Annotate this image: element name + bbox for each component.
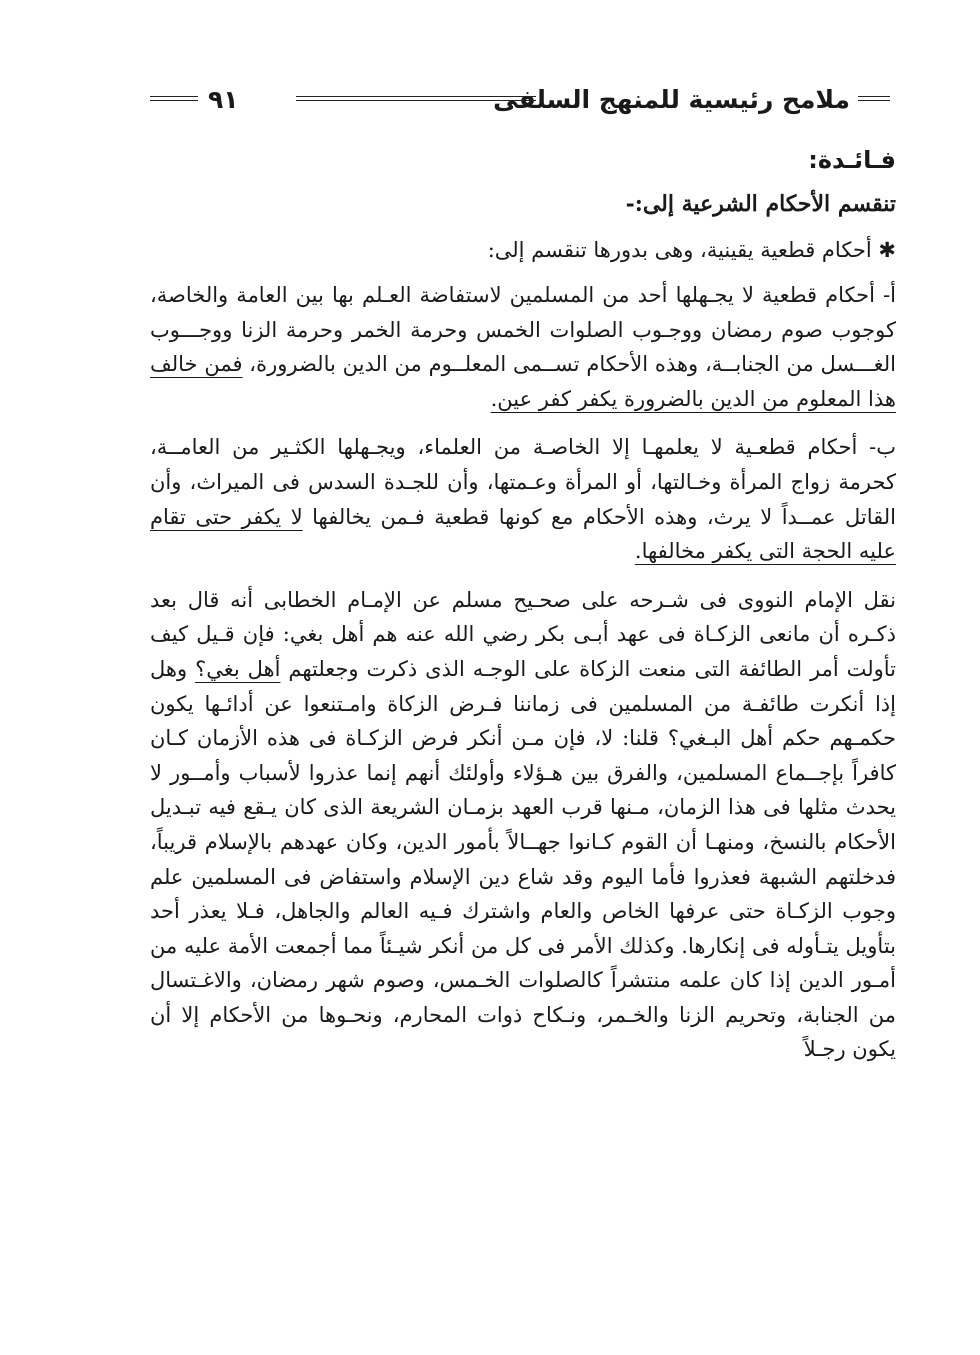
header-rule-middle	[296, 96, 536, 97]
paragraph-a-text: أ- أحكام قطعية لا يجـهلها أحد من المسلمين لاستفاضة العـلم بها بين العامة والخاصة، كوجوب صوم رمضان ووجـوب الصلوات الخمس وحرمة الخمر وحرمة الزنا ووجـــوب الغـــسل من الجنابــة، وهذه الأحكام تســمى المعلــوم من الدين بالضرورة،	[150, 283, 896, 377]
paragraph-c-text-before: نقل الإمام النووى فى شـرحه على صحـيح مسلم عن الإمـام الخطابى أنه قال بعد ذكـره أن مانعى الزكـاة فى عهد أبـى بكر رضي الله عنه هم أهل بغي: فإن قـيل كيف تأولت أمر الطائفة التى منعت الزكاة على الوجـه الذى ذكرت وجعلتهم	[150, 587, 896, 681]
paragraph-c-question: أهل بغي؟	[195, 656, 281, 681]
section-heading: تنقسم الأحكام الشرعية إلى:-	[625, 191, 896, 217]
paragraph-b	[150, 430, 896, 568]
page-number: ٩١	[208, 85, 239, 114]
header-rule-right	[858, 96, 890, 97]
section-label: فـائـدة:	[808, 146, 896, 174]
paragraph-a-ruling: فمن خالف هذا المعلوم من الدين بالضرورة يكفر كفر عين.	[150, 352, 896, 411]
running-header	[150, 82, 890, 122]
category-intro: ✱ أحكام قطعية يقينية، وهى بدورها تنقسم إلى:	[487, 238, 896, 262]
paragraph-b-text: ب- أحكام قطعـية لا يعلمهـا إلا الخاصـة من العلماء، ويجـهلها الكثـير من العامــة، كحرمة زواج المرأة وخـالتها، أو المرأة وعـمتها، وأن للجـدة السدس فى الميراث، وأن القاتل عمــداً لا يرث، وهذه الأحكام مع كونها قطعية فـمن يخالفها	[150, 435, 896, 529]
paragraph-c-text-after: وهل إذا أنكرت طائفـة من المسلمين فى زماننا فـرض الزكاة وامـتنعوا عن أدائـها يكون حكمـهم حكم أهل البـغي؟ قلنا: لا، فإن مـن أنكر فرض الزكـاة فى هذه الأزمان كـان كافراً بإجــماع المسلمين، والفرق بين هـؤلاء وأولئك أنهم إنما عذروا لأسباب وأمــور لا يحدث مثلها فى هذا الزمان، مـنها قرب العهد بزمـان الشريعة الذى كان يـقع فيه تبـديل الأحكام بالنسخ، ومنهـا أن القوم كـانوا جهــالاً بأمور الدين، وكان عهدهم بالإسلام قريباً، فدخلتهم الشبهة فعذروا فأما اليوم وقد شاع دين الإسلام واستفاض فى المسلمين علم وجوب الزكـاة حتى عرفها الخاص والعام واشترك فـيه العالم والجاهل، فـلا يعذر أحد بتأويل يتـأوله فى إنكارها. وكذلك الأمر فى كل من أنكر شيـئاً مما أجمعت الأمة عليه من أمـور الدين إذا كان علمه منتشراً كالصلوات الخـمس، وصوم شهر رمضان، والاغـتسال من الجنابة، وتحريم الزنا والخـمر، ونـكاح ذوات المحارم، ونحـوها من الأحكام إلا أن يكون رجـلاً	[150, 656, 896, 1062]
paragraph-a	[150, 278, 896, 416]
running-title: ملامح رئيسية للمنهج السلفى	[493, 85, 850, 114]
header-rule-left	[150, 96, 198, 97]
paragraph-b-ruling: لا يكفر حتى تقام عليه الحجة التى يكفر مخالفها.	[150, 504, 896, 564]
page-body	[150, 140, 896, 1067]
paragraph-c	[150, 583, 896, 1067]
